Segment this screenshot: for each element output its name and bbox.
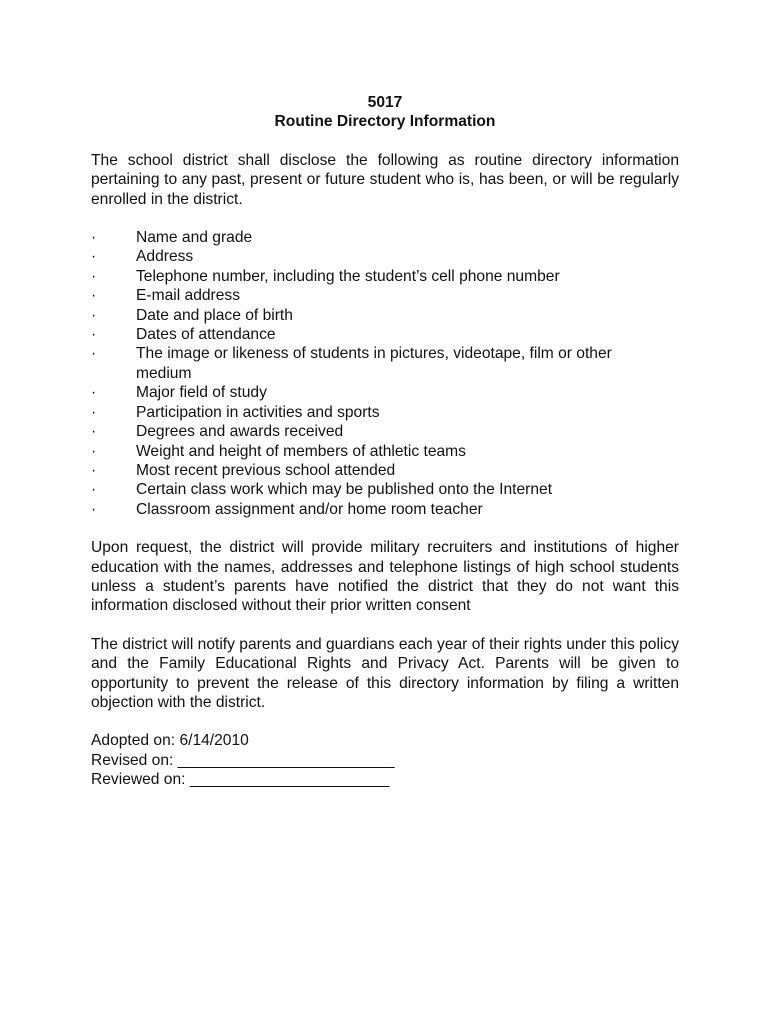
bullet-icon: · [91,461,97,479]
list-item-text: Name and grade [136,229,253,247]
list-item-text: E-mail address [136,287,240,305]
directory-info-list [91,228,679,519]
bullet-icon: · [91,384,97,402]
bullet-icon: · [91,306,97,324]
list-item [91,480,636,499]
bullet-icon: · [91,267,97,285]
list-item [91,267,636,286]
bullet-icon: · [91,345,97,363]
policy-title: Routine Directory Information [274,113,496,131]
list-item-text: Certain class work which may be published onto the Internet [136,481,553,499]
bullet-icon: · [91,423,97,441]
list-item [91,325,636,344]
list-item-text: Address [136,248,194,266]
list-item [91,403,636,422]
bullet-icon: · [91,229,97,247]
notification-paragraph: The district will notify parents and guardians each year of their rights under this policy and the Family Educational Rights and Privacy Act. Parents will be given to opportunity to prevent the release of this directory information by filing a written objection with the district. [91,635,679,711]
list-item [91,247,636,266]
list-item-text: Dates of attendance [136,326,276,344]
bullet-icon: · [91,287,97,305]
list-item-text: Telephone number, including the student’s cell phone number [136,267,560,285]
list-item [91,461,636,480]
list-item-text: Classroom assignment and/or home room teacher [136,500,483,518]
bullet-icon: · [91,248,97,266]
reviewed-date-line: Reviewed on: _______________________ [91,771,390,789]
list-item-text: Date and place of birth [136,306,293,324]
list-item [91,306,636,325]
list-item [91,383,636,402]
revised-date-line: Revised on: _________________________ [91,751,395,769]
intro-paragraph: The school district shall disclose the following as routine directory information pertaining to any past, present or future student who is, has been, or will be regularly enrolled in the district. [91,151,679,208]
list-item-text: The image or likeness of students in pictures, videotape, film or other medium [136,345,612,382]
military-recruiters-paragraph: Upon request, the district will provide military recruiters and institutions of higher education with the names, addresses and telephone listings of high school students unless a student’s parents have notified the district that they do not want this information disclosed without their prior written consent [91,539,679,615]
bullet-icon: · [91,442,97,460]
list-item [91,442,636,461]
list-item-text: Participation in activities and sports [136,403,380,421]
list-item-text: Weight and height of members of athletic teams [136,442,466,460]
bullet-icon: · [91,500,97,518]
list-item [91,286,636,305]
list-item [91,422,636,441]
policy-document [91,93,679,790]
list-item-text: Degrees and awards received [136,423,344,441]
bullet-icon: · [91,403,97,421]
bullet-icon: · [91,481,97,499]
adopted-date: Adopted on: 6/14/2010 [91,732,249,750]
list-item-text: Major field of study [136,384,267,402]
list-item [91,228,636,247]
list-item-text: Most recent previous school attended [136,461,396,479]
bullet-icon: · [91,326,97,344]
list-item [91,500,636,519]
list-item [91,344,636,383]
policy-number: 5017 [367,94,403,111]
